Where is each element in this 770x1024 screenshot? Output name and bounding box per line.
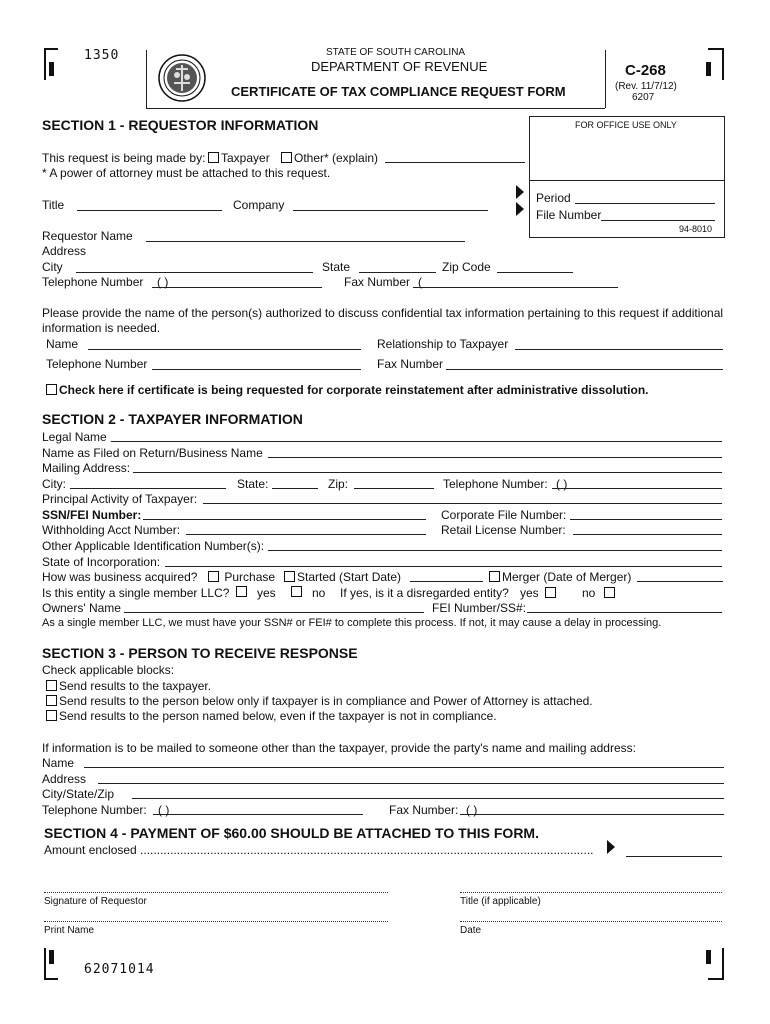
revision-date: (Rev. 11/7/12) [615, 81, 677, 92]
authorized-telephone-field[interactable] [152, 369, 361, 370]
registration-mark-top-left-bar [49, 62, 54, 76]
incorporation-label: State of Incorporation: [42, 555, 161, 569]
corporate-file-field[interactable] [570, 519, 722, 520]
section-2-title: SECTION 2 - TAXPAYER INFORMATION [42, 411, 303, 427]
authorized-telephone-label: Telephone Number [46, 357, 148, 371]
owners-name-field[interactable] [124, 612, 424, 613]
authorized-fax-label: Fax Number [377, 357, 444, 371]
principal-activity-field[interactable] [203, 503, 722, 504]
telephone-field[interactable] [152, 287, 322, 288]
tp-telephone-field[interactable] [552, 488, 722, 489]
recipient-city-label: City/State/Zip [42, 787, 115, 801]
section-3-title: SECTION 3 - PERSON TO RECEIVE RESPONSE [42, 645, 358, 661]
withholding-field[interactable] [186, 534, 426, 535]
disregarded-no-checkbox[interactable] [604, 587, 615, 598]
amount-enclosed-label: Amount enclosed ........................................................................................................................................ [44, 843, 594, 857]
state-name: STATE OF SOUTH CAROLINA [326, 47, 466, 58]
state-seal-icon [156, 53, 208, 103]
disregarded-yes-label: yes [520, 586, 539, 600]
office-use-label: FOR OFFICE USE ONLY [575, 120, 677, 130]
form-number: C-268 [625, 62, 666, 79]
fei-ssn-label: FEI Number/SS#: [432, 601, 527, 615]
send-option-2-checkbox[interactable] [46, 695, 57, 706]
single-member-yes-checkbox[interactable] [236, 586, 247, 597]
requestor-name-label: Requestor Name [42, 229, 133, 243]
fax-label: Fax Number [344, 275, 411, 289]
file-number-label: File Number [536, 208, 602, 222]
amount-field[interactable] [626, 856, 722, 857]
purchase-checkbox[interactable] [208, 571, 219, 582]
started-option[interactable]: Started (Start Date) [284, 570, 401, 584]
other-checkbox[interactable] [281, 152, 292, 163]
company-label: Company [233, 198, 285, 212]
date-label: Date [460, 925, 482, 936]
requestor-name-field[interactable] [146, 241, 465, 242]
form-title: CERTIFICATE OF TAX COMPLIANCE REQUEST FORM [231, 84, 566, 99]
recipient-fax-field[interactable] [460, 814, 724, 815]
header-left-divider [146, 50, 147, 108]
period-label: Period [536, 191, 571, 205]
recipient-city-field[interactable] [132, 798, 724, 799]
amount-arrow-icon [607, 840, 615, 854]
disregarded-no-label: no [582, 586, 596, 600]
legal-name-label: Legal Name [42, 430, 107, 444]
other-explain-field[interactable] [385, 162, 525, 163]
title-applicable-label: Title (if applicable) [460, 896, 541, 907]
fax-paren: ( [418, 275, 422, 289]
period-field[interactable] [575, 203, 715, 204]
retail-license-field[interactable] [573, 534, 722, 535]
recipient-fax-label: Fax Number: [389, 803, 459, 817]
print-name-line[interactable] [44, 921, 388, 922]
title-applicable-line[interactable] [460, 892, 722, 893]
form-subnumber: 6207 [632, 92, 655, 103]
recipient-name-field[interactable] [84, 767, 724, 768]
telephone-label: Telephone Number [42, 275, 144, 289]
reinstatement-checkbox[interactable] [46, 384, 57, 395]
file-number-field[interactable] [601, 220, 715, 221]
disregarded-yes-checkbox[interactable] [545, 587, 556, 598]
authorized-name-label: Name [46, 337, 79, 351]
owners-name-label: Owners' Name [42, 601, 121, 615]
date-line[interactable] [460, 921, 722, 922]
authorized-text-line-1: Please provide the name of the person(s) authorized to discuss confidential tax information pertaining to this request if additional [42, 306, 724, 320]
title-field[interactable] [77, 210, 222, 211]
recipient-telephone-label: Telephone Number: [42, 803, 147, 817]
single-member-yes-label: yes [257, 586, 276, 600]
start-date-field[interactable] [410, 581, 483, 582]
city-field[interactable] [76, 272, 313, 273]
ssn-fei-label: SSN/FEI Number: [42, 508, 142, 522]
relationship-label: Relationship to Taxpayer [377, 337, 509, 351]
authorized-text-line-2: information is needed. [42, 321, 161, 335]
state-label: State [322, 260, 351, 274]
other-ids-field[interactable] [268, 550, 722, 551]
state-field[interactable] [359, 272, 436, 273]
retail-license-label: Retail License Number: [441, 523, 566, 537]
single-member-no-checkbox[interactable] [291, 586, 302, 597]
acquired-label: How was business acquired? [42, 570, 198, 584]
tp-zip-label: Zip: [328, 477, 349, 491]
office-code: 94-8010 [679, 224, 713, 234]
taxpayer-checkbox[interactable] [208, 152, 219, 163]
footer-code: 62071014 [84, 962, 155, 977]
zip-field[interactable] [497, 272, 573, 273]
send-option-2[interactable]: Send results to the person below only if taxpayer is in compliance and Power of Attorney is attached. [46, 694, 593, 708]
print-name-label: Print Name [44, 925, 95, 936]
send-option-3[interactable]: Send results to the person named below, even if the taxpayer is not in compliance. [46, 709, 497, 723]
purchase-option[interactable]: Purchase [208, 570, 275, 584]
single-member-no-label: no [312, 586, 326, 600]
header-bottom-rule [146, 108, 605, 109]
authorized-fax-field[interactable] [446, 369, 723, 370]
check-blocks-label: Check applicable blocks: [42, 663, 175, 677]
telephone-paren: ( ) [157, 275, 169, 289]
recipient-address-field[interactable] [98, 783, 724, 784]
company-field[interactable] [293, 210, 488, 211]
address-label: Address [42, 244, 87, 258]
relationship-field[interactable] [515, 349, 723, 350]
poa-note: * A power of attorney must be attached to this request. [42, 166, 331, 180]
recipient-fax-paren: ( ) [466, 803, 478, 817]
authorized-name-field[interactable] [88, 349, 361, 350]
department-name: DEPARTMENT OF REVENUE [311, 59, 488, 74]
llc-note: As a single member LLC, we must have your SSN# or FEI# to complete this process. If not, it may cause a delay in processing. [42, 617, 662, 629]
registration-mark-bottom-right-bar [706, 950, 711, 964]
recipient-telephone-paren: ( ) [158, 803, 170, 817]
period-arrow-icon [516, 185, 524, 199]
section-4-title: SECTION 4 - PAYMENT OF $60.00 SHOULD BE ATTACHED TO THIS FORM. [44, 825, 539, 841]
recipient-name-label: Name [42, 756, 75, 770]
send-option-1[interactable]: Send results to the taxpayer. [46, 679, 211, 693]
mailing-address-field[interactable] [133, 472, 722, 473]
tp-zip-field[interactable] [354, 488, 434, 489]
form-code: 1350 [84, 48, 120, 63]
registration-mark-bottom-left-bar [49, 950, 54, 964]
other-ids-label: Other Applicable Identification Number(s): [42, 539, 265, 553]
mail-note: If information is to be mailed to someone other than the taxpayer, provide the party's name and mailing address: [42, 741, 636, 755]
signature-line[interactable] [44, 892, 388, 893]
send-option-3-checkbox[interactable] [46, 710, 57, 721]
fei-ssn-field[interactable] [527, 612, 722, 613]
fax-field[interactable] [413, 287, 618, 288]
tp-telephone-label: Telephone Number: [443, 477, 548, 491]
principal-activity-label: Principal Activity of Taxpayer: [42, 492, 198, 506]
legal-name-field[interactable] [111, 441, 722, 442]
merger-date-field[interactable] [637, 581, 723, 582]
merger-option[interactable]: Merger (Date of Merger) [489, 570, 631, 584]
name-filed-field[interactable] [268, 457, 722, 458]
other-option[interactable]: Other* (explain) [281, 151, 378, 165]
zip-label: Zip Code [442, 260, 491, 274]
taxpayer-option[interactable]: Taxpayer [208, 151, 270, 165]
tp-state-field[interactable] [272, 488, 318, 489]
header-right-divider [605, 50, 606, 108]
send-option-1-checkbox[interactable] [46, 680, 57, 691]
tp-city-field[interactable] [70, 488, 226, 489]
signature-label: Signature of Requestor [44, 896, 147, 907]
incorporation-field[interactable] [165, 566, 722, 567]
tp-city-label: City: [42, 477, 66, 491]
merger-checkbox[interactable] [489, 571, 500, 582]
office-use-divider [529, 180, 724, 181]
city-label: City [42, 260, 63, 274]
withholding-label: Withholding Acct Number: [42, 523, 181, 537]
started-checkbox[interactable] [284, 571, 295, 582]
made-by-label: This request is being made by: [42, 151, 206, 165]
tp-telephone-paren: ( ) [556, 477, 568, 491]
single-member-label: Is this entity a single member LLC? [42, 586, 230, 600]
title-label: Title [42, 198, 65, 212]
tp-state-label: State: [237, 477, 269, 491]
registration-mark-top-right-bar [706, 62, 711, 76]
section-1-title: SECTION 1 - REQUESTOR INFORMATION [42, 117, 319, 133]
recipient-address-label: Address [42, 772, 87, 786]
mailing-address-label: Mailing Address: [42, 461, 131, 475]
file-number-arrow-icon [516, 202, 524, 216]
disregarded-label: If yes, is it a disregarded entity? [340, 586, 509, 600]
ssn-fei-field[interactable] [143, 519, 426, 520]
corporate-file-label: Corporate File Number: [441, 508, 567, 522]
recipient-telephone-field[interactable] [153, 814, 363, 815]
name-filed-label: Name as Filed on Return/Business Name [42, 446, 263, 460]
reinstatement-option[interactable]: Check here if certificate is being requested for corporate reinstatement after administrative dissolution. [46, 383, 649, 397]
